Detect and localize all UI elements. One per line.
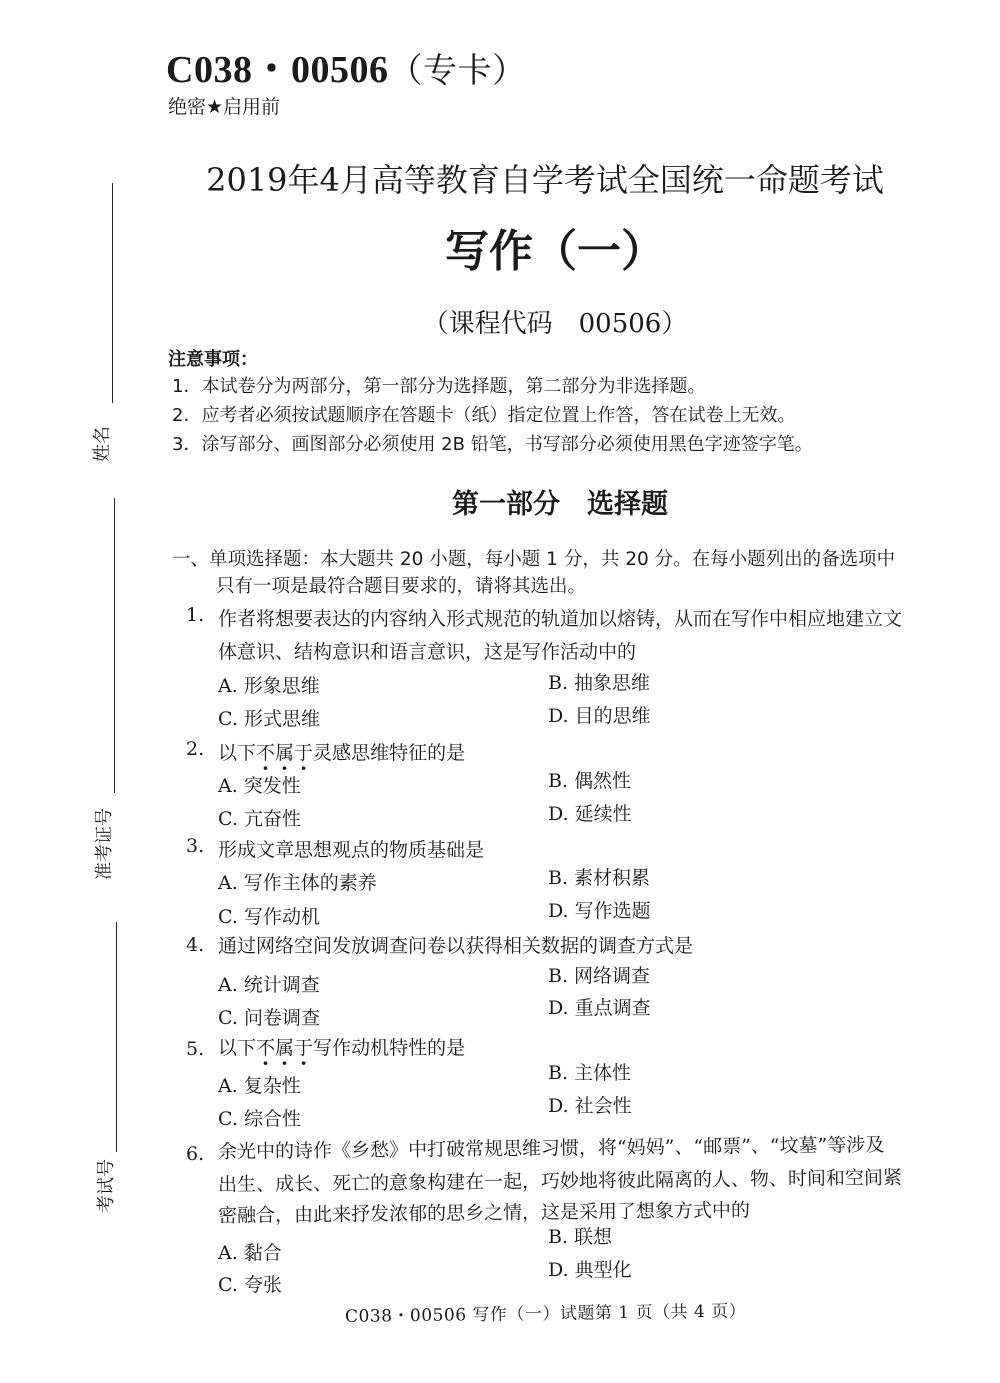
question-1-number: 1. <box>186 604 205 626</box>
emphasis-char: 不 <box>256 742 276 764</box>
notice-heading: 注意事项： <box>168 349 258 370</box>
question-6-option-b[interactable]: B. 联想 <box>548 1226 613 1248</box>
question-2-option-b[interactable]: B. 偶然性 <box>548 770 632 792</box>
question-4-option-a[interactable]: A. 统计调查 <box>218 974 320 996</box>
question-6-number: 6. <box>186 1143 205 1165</box>
question-1-option-b[interactable]: B. 抽象思维 <box>548 672 651 694</box>
question-2-option-c[interactable]: C. 亢奋性 <box>218 808 301 830</box>
question-3-option-d[interactable]: D. 写作选题 <box>548 900 651 922</box>
question-4-stem: 通过网络空间发放调查问卷以获得相关数据的调查方式是 <box>218 935 694 957</box>
question-2-stem <box>218 738 465 765</box>
question-1-option-d[interactable]: D. 目的思维 <box>548 705 651 727</box>
question-6-option-c[interactable]: C. 夸张 <box>218 1274 282 1296</box>
question-2-stem-pre: 以下 <box>218 742 257 764</box>
question-3-option-a[interactable]: A. 写作主体的素养 <box>218 872 377 894</box>
question-1-stem-line-1: 作者将想要表达的内容纳入形式规范的轨道加以熔铸，从而在写作中相应地建立文 <box>218 608 903 630</box>
question-6-stem-line-2: 出生、成长、死亡的意象构建在一起，巧妙地将彼此隔离的人、物、时间和空间紧 <box>217 1166 903 1196</box>
emphasis-char: 属 <box>275 742 295 764</box>
page-footer: C038・00506 写作（一）试题第 1 页（共 4 页） <box>344 1301 747 1327</box>
paper-code-number: C038・00506 <box>166 49 389 91</box>
question-3-number: 3. <box>186 835 205 857</box>
question-5-option-b[interactable]: B. 主体性 <box>548 1062 632 1084</box>
question-6-stem-line-1: 余光中的诗作《乡愁》中打破常规思维习惯，将“妈妈”、“邮票”、“坟墓”等涉及 <box>217 1134 885 1163</box>
question-3-stem: 形成文章思想观点的物质基础是 <box>218 839 485 861</box>
emphasis-char: 于 <box>294 742 314 764</box>
question-5-option-d[interactable]: D. 社会性 <box>548 1095 632 1117</box>
admission-number-label: 准考证号 <box>94 808 115 880</box>
part-one-title: 第一部分 选择题 <box>452 489 668 520</box>
question-6-option-a[interactable]: A. 黏合 <box>218 1242 282 1264</box>
question-1-stem-line-2: 体意识、结构意识和语言意识，这是写作活动中的 <box>218 641 637 663</box>
question-1-option-a[interactable]: A. 形象思维 <box>218 675 320 697</box>
exam-number-line <box>116 922 117 1152</box>
question-4-number: 4. <box>186 934 205 956</box>
section-instruction-line-2: 只有一项是最符合题目要求的，请将其选出。 <box>216 576 587 597</box>
question-2-option-a[interactable]: A. 突发性 <box>218 775 301 797</box>
notice-item-3: 3．涂写部分、画图部分必须使用 2B 铅笔，书写部分必须使用黑色字迹签字笔。 <box>172 434 813 455</box>
emphasis-char: 属 <box>275 1037 295 1059</box>
exam-title: 2019年4月高等教育自学考试全国统一命题考试 <box>206 161 884 199</box>
question-5-stem <box>218 1033 465 1060</box>
question-3-option-c[interactable]: C. 写作动机 <box>218 906 320 928</box>
notice-item-2: 2．应考者必须按试题顺序在答题卡（纸）指定位置上作答，答在试卷上无效。 <box>172 405 796 426</box>
admission-number-line <box>114 503 115 793</box>
secrecy-label: 绝密★启用前 <box>168 96 281 118</box>
question-6-option-d[interactable]: D. 典型化 <box>548 1259 632 1281</box>
exam-number-label: 考试号 <box>96 1159 117 1213</box>
question-2-stem-post: 灵感思维特征的是 <box>313 742 466 764</box>
question-2-option-d[interactable]: D. 延续性 <box>548 803 632 825</box>
name-field-label: 姓名 <box>92 426 113 462</box>
question-6-stem-line-3: 密融合，由此来抒发浓郁的思乡之情，这是采用了想象方式中的 <box>217 1199 751 1227</box>
question-2-number: 2. <box>186 738 205 760</box>
question-4-option-b[interactable]: B. 网络调查 <box>548 965 651 987</box>
emphasis-char: 于 <box>294 1037 314 1059</box>
question-5-option-c[interactable]: C. 综合性 <box>218 1108 301 1130</box>
question-1-option-c[interactable]: C. 形式思维 <box>218 708 320 730</box>
question-3-option-b[interactable]: B. 素材积累 <box>548 867 651 889</box>
card-type: （专卡） <box>388 53 527 90</box>
course-code: （课程代码 00506） <box>422 309 688 339</box>
notice-item-1: 1．本试卷分为两部分，第一部分为选择题，第二部分为非选择题。 <box>172 376 706 397</box>
section-instruction-line-1: 一、单项选择题：本大题共 20 小题，每小题 1 分，共 20 分。在每小题列出的备选项中 <box>172 549 896 570</box>
question-5-option-a[interactable]: A. 复杂性 <box>218 1075 301 1097</box>
question-4-option-c[interactable]: C. 问卷调查 <box>218 1007 320 1029</box>
question-5-stem-pre: 以下 <box>218 1037 257 1059</box>
question-5-stem-post: 写作动机特性的是 <box>313 1037 466 1059</box>
subject-title: 写作（一） <box>445 226 665 277</box>
question-4-option-d[interactable]: D. 重点调查 <box>548 997 651 1019</box>
question-5-number: 5. <box>186 1038 205 1060</box>
paper-code <box>166 38 526 93</box>
emphasis-char: 不 <box>256 1037 276 1059</box>
